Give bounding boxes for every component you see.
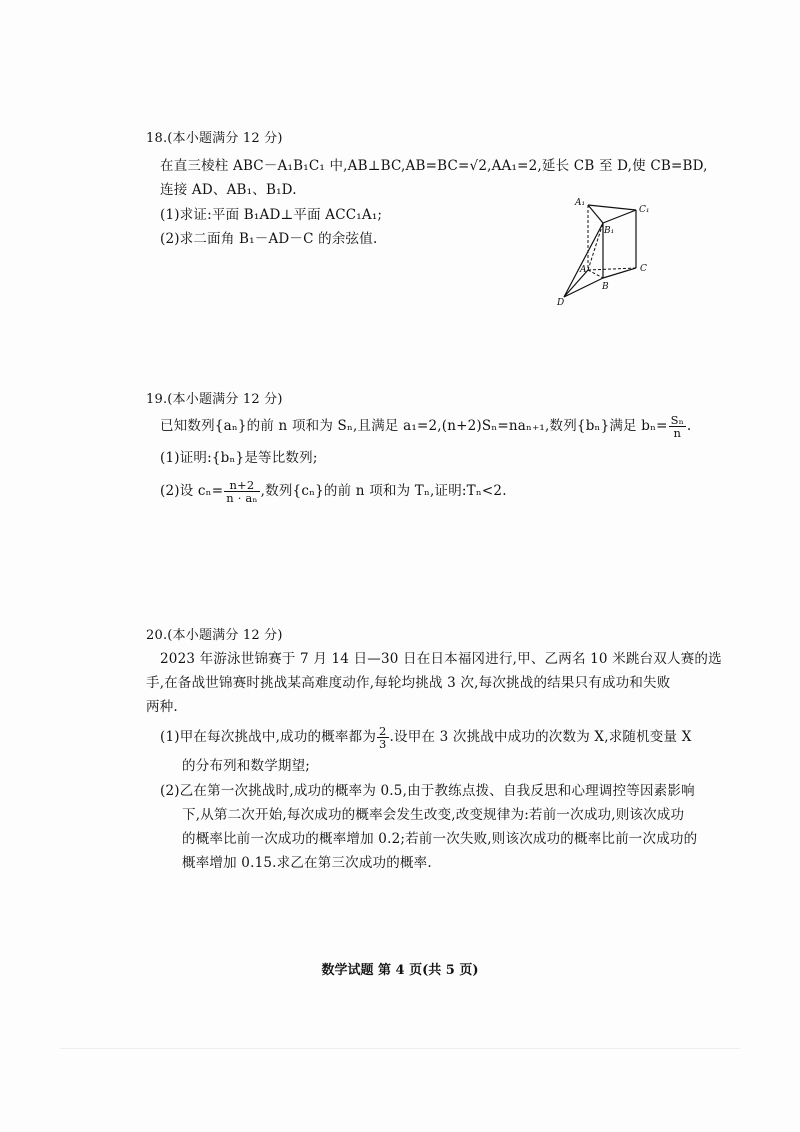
q20-part-1-frac-den: 3 — [379, 737, 387, 751]
q20-part-1-frac-num: 2 — [379, 724, 387, 738]
q18-stem-line-1: 在直三棱柱 ABC－A₁B₁C₁ 中,AB⊥BC,AB=BC=√2,AA₁=2,延长 CB 至 D,使 CB=BD, — [160, 158, 708, 174]
q20-part-1 — [160, 725, 692, 750]
q20-stem-line-1: 2023 年游泳世锦赛于 7 月 14 日—30 日在日本福冈进行,甲、乙两名 10 米跳台双人赛的选 — [160, 651, 722, 667]
q19-part-2-text-a: (2)设 cₙ= — [160, 483, 224, 499]
q20-part-1-fraction — [377, 725, 389, 750]
q19-part-2 — [160, 479, 507, 504]
label-a1: A₁ — [575, 198, 586, 208]
q18-part-1: (1)求证:平面 B₁AD⊥平面 ACC₁A₁; — [160, 207, 383, 223]
edge-b1d — [564, 223, 603, 297]
q20-heading: 20.(本小题满分 12 分) — [146, 628, 283, 643]
label-c: C — [640, 264, 647, 274]
prism-figure — [548, 190, 663, 310]
q20-part-2-line-1: (2)乙在第一次挑战时,成功的概率为 0.5,由于教练点拨、自我反思和心理调控等因素影响 — [160, 783, 695, 799]
scan-edge-line — [60, 1048, 740, 1049]
q18-stem-line-2: 连接 AD、AB₁、B₁D. — [160, 182, 297, 198]
q19-part-2-fraction — [224, 479, 259, 504]
q19-heading: 19.(本小题满分 12 分) — [146, 392, 283, 407]
q19-stem-end: . — [686, 418, 692, 434]
q20-stem-line-2: 手,在备战世锦赛时挑战某高难度动作,每轮均挑战 3 次,每次挑战的结果只有成功和失败 — [146, 675, 671, 691]
q19-part-1: (1)证明:{bₙ}是等比数列; — [160, 450, 318, 466]
q18-heading: 18.(本小题满分 12 分) — [146, 131, 283, 146]
page-footer: 数学试题 第 4 页(共 5 页) — [321, 963, 479, 978]
label-c1: C₁ — [639, 205, 650, 215]
edge-bc — [603, 268, 636, 278]
edge-b1c1 — [603, 210, 636, 223]
q19-stem — [160, 414, 691, 439]
q19-part-2-frac-num: n+2 — [224, 479, 259, 492]
edge-ab — [588, 270, 603, 278]
label-a: A — [580, 265, 587, 275]
label-d: D — [557, 298, 565, 308]
edge-a1c1 — [588, 205, 636, 210]
q19-stem-text: 已知数列{aₙ}的前 n 项和为 Sₙ,且满足 a₁=2,(n+2)Sₙ=naₙ₊₁,数列{bₙ}满足 bₙ= — [160, 418, 668, 434]
q20-part-2-line-4: 概率增加 0.15.求乙在第三次成功的概率. — [182, 855, 432, 871]
q20-part-1-line-2: 的分布列和数学期望; — [182, 758, 311, 774]
q18-part-2: (2)求二面角 B₁－AD－C 的余弦值. — [160, 231, 378, 247]
q20-part-2-line-2: 下,从第二次开始,每次成功的概率会发生改变,改变规律为:若前一次成功,则该次成功 — [182, 807, 685, 823]
q19-part-2-frac-den: n · aₙ — [226, 491, 258, 505]
label-b: B — [602, 282, 609, 292]
q19-stem-fraction — [669, 414, 686, 439]
edge-bd — [564, 278, 603, 297]
q19-stem-frac-num: Sₙ — [670, 413, 684, 427]
q20-stem-line-3: 两种. — [146, 699, 178, 715]
q19-part-2-text-b: ,数列{cₙ}的前 n 项和为 Tₙ,证明:Tₙ<2. — [260, 483, 507, 499]
label-b1: B₁ — [604, 226, 615, 236]
q20-part-2-line-3: 的概率比前一次成功的概率增加 0.2;若前一次失败,则该次成功的概率比前一次成功的 — [182, 831, 698, 847]
q20-part-1-text-b: .设甲在 3 次挑战中成功的次数为 X,求随机变量 X — [389, 729, 692, 745]
q19-stem-frac-den: n — [673, 426, 682, 440]
edge-a1b1 — [588, 205, 603, 223]
q20-part-1-text-a: (1)甲在每次挑战中,成功的概率都为 — [160, 729, 377, 745]
